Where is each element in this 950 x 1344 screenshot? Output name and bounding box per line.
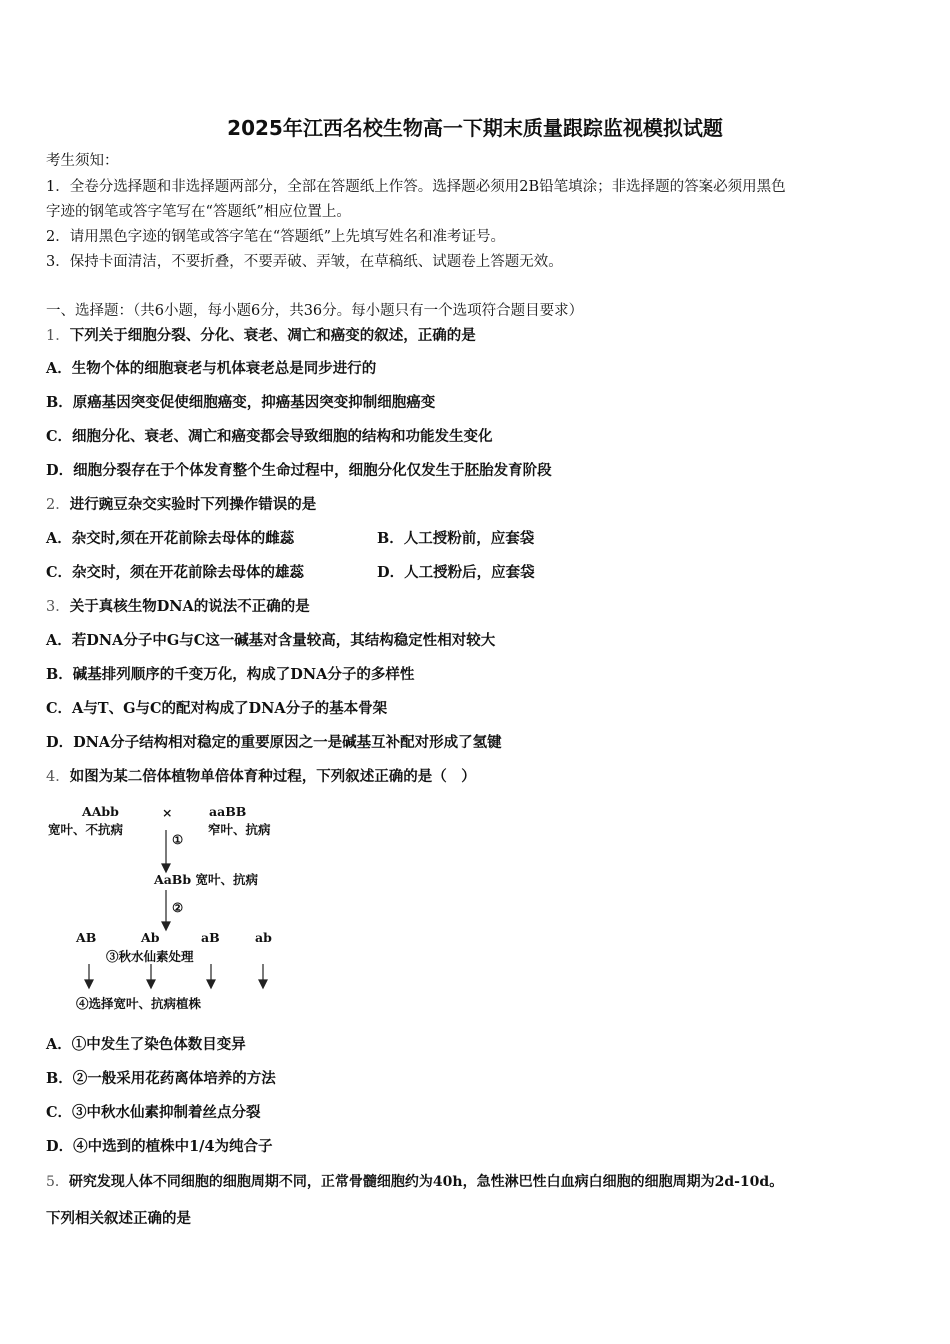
question-3: [46, 597, 310, 617]
question-stem-continued: 下列相关叙述正确的是: [46, 1210, 191, 1227]
question-2: [46, 495, 316, 515]
notice-item: 字迹的钢笔或答字笔写在“答题纸”相应位置上。: [46, 204, 351, 220]
option-c: C．细胞分化、衰老、凋亡和癌变都会导致细胞的结构和功能发生变化: [46, 428, 493, 445]
breeding-diagram: [46, 800, 306, 1020]
notice-item: 1．全卷分选择题和非选择题两部分，全部在答题纸上作答。选择题必须用2B铅笔填涂；非选择题的答案必须用黑色: [46, 179, 786, 195]
question-stem: 研究发现人体不同细胞的细胞周期不同，正常骨髓细胞约为40h，急性淋巴性白血病白细胞的细胞周期为2d-10d。: [68, 1174, 784, 1190]
parent1-trait: 宽叶、不抗病: [48, 822, 124, 837]
option-b: B．原癌基因突变促使细胞癌变，抑癌基因突变抑制细胞癌变: [46, 394, 436, 411]
gamete-ab-lower: ab: [255, 930, 272, 945]
question-number: 5．: [46, 1174, 69, 1190]
notice-item: 2．请用黑色字迹的钢笔或答字笔在“答题纸”上先填写姓名和准考证号。: [46, 229, 506, 245]
option-d: D．④中选到的植株中1/4为纯合子: [46, 1138, 273, 1155]
parent2-genotype: aaBB: [209, 804, 247, 819]
step2-label: ②: [172, 900, 184, 915]
question-stem: 下列关于细胞分裂、分化、衰老、凋亡和癌变的叙述，正确的是: [69, 327, 476, 344]
question-4: [46, 767, 476, 787]
question-stem: 如图为某二倍体植物单倍体育种过程，下列叙述正确的是（ ）: [69, 768, 476, 785]
option-b: B．碱基排列顺序的千变万化，构成了DNA分子的多样性: [46, 666, 415, 683]
question-5: [46, 1172, 783, 1192]
notice-item: 3．保持卡面清洁，不要折叠，不要弄破、弄皱，在草稿纸、试题卷上答题无效。: [46, 254, 563, 270]
question-stem: 进行豌豆杂交实验时下列操作错误的是: [69, 496, 317, 513]
question-1: [46, 326, 476, 346]
option-b: B．人工授粉前，应套袋: [377, 530, 535, 547]
option-d: D．细胞分裂存在于个体发育整个生命过程中，细胞分化仅发生于胚胎发育阶段: [46, 462, 552, 479]
option-c: C．A与T、G与C的配对构成了DNA分子的基本骨架: [46, 700, 388, 717]
question-number: 1．: [46, 328, 70, 344]
option-a: A．生物个体的细胞衰老与机体衰老总是同步进行的: [46, 360, 377, 377]
step1-label: ①: [172, 832, 184, 847]
gamete-ab-upper: AB: [76, 930, 97, 945]
option-c: C．杂交时，须在开花前除去母体的雄蕊: [46, 564, 305, 581]
option-a: A．若DNA分子中G与C这一碱基对含量较高，其结构稳定性相对较大: [46, 632, 496, 649]
option-a: A．杂交时,须在开花前除去母体的雌蕊: [46, 530, 295, 547]
step3-label: ③秋水仙素处理: [106, 949, 194, 964]
question-number: 4．: [46, 769, 70, 785]
f1-label: AaBb 宽叶、抗病: [154, 872, 258, 887]
gamete-ab: Ab: [141, 930, 160, 945]
page-title: 2025年江西名校生物高一下期末质量跟踪监视模拟试题: [227, 116, 723, 140]
option-a: A．①中发生了染色体数目变异: [46, 1036, 246, 1053]
option-b: B．②一般采用花药离体培养的方法: [46, 1070, 276, 1087]
gamete-ab-mixed: aB: [201, 930, 220, 945]
option-d: D．人工授粉后，应套袋: [377, 564, 535, 581]
step4-label: ④选择宽叶、抗病植株: [76, 996, 202, 1011]
question-number: 3．: [46, 599, 70, 615]
parent1-genotype: AAbb: [82, 804, 119, 819]
cross-symbol: ×: [162, 805, 173, 820]
option-d: D．DNA分子结构相对稳定的重要原因之一是碱基互补配对形成了氢键: [46, 734, 502, 751]
notice-heading: 考生须知：: [46, 153, 119, 169]
question-number: 2．: [46, 497, 70, 513]
parent2-trait: 窄叶、抗病: [208, 822, 271, 837]
option-c: C．③中秋水仙素抑制着丝点分裂: [46, 1104, 261, 1121]
question-stem: 关于真核生物DNA的说法不正确的是: [69, 598, 310, 615]
section-heading: 一、选择题：（共6小题，每小题6分，共36分。每小题只有一个选项符合题目要求）: [46, 303, 584, 319]
